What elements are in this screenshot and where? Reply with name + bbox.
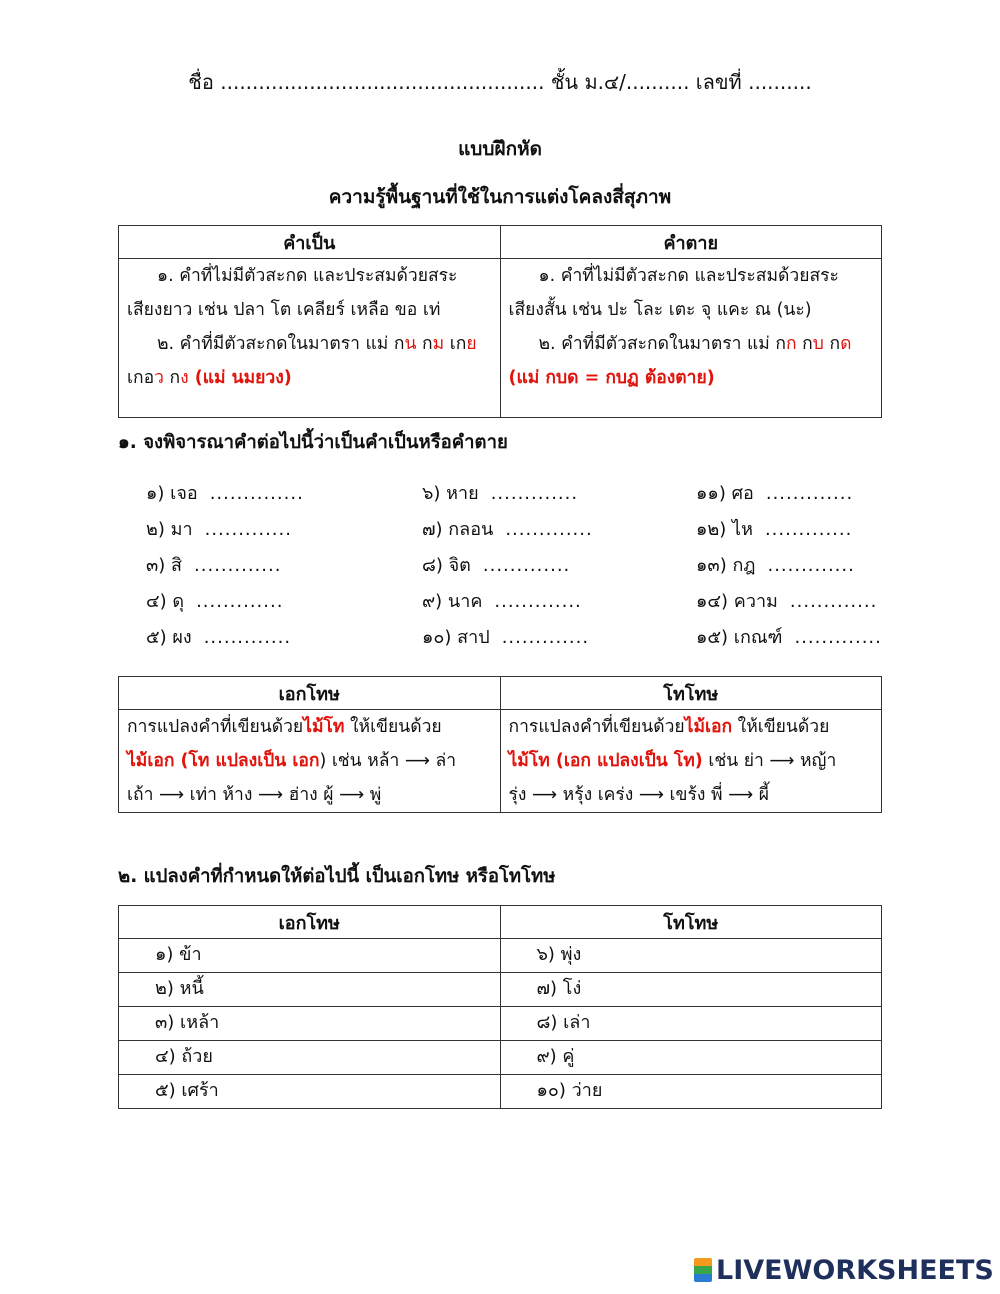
- tho-thot-column-header: โทโทษ: [500, 906, 882, 939]
- exercise-cell[interactable]: ๑) ข้า: [119, 939, 501, 973]
- exercise-cell[interactable]: ๗) โง่: [500, 973, 882, 1007]
- question-item[interactable]: ๑๒) ไห .............: [696, 519, 853, 540]
- dead-word-rules: [500, 259, 882, 418]
- name-field[interactable]: ...................................................: [220, 70, 545, 94]
- tho-thot-rule: การแปลงคำที่เขียนด้วยไม้เอก ให้เขียนด้วย ไม้โท (เอก แปลงเป็น โท) เช่น ย่า ⟶ หญ้า รุ่ง ⟶ หรุ้ง เคร่ง ⟶ เขร้ง พี่ ⟶ ผี้: [500, 710, 882, 813]
- live-rule-1: ๑. คำที่ไม่มีตัวสะกด และประสมด้วยสระเสียงยาว เช่น ปลา โต เคลียร์ เหลือ ขอ เท่: [127, 266, 458, 320]
- tho-thot-header: โทโทษ: [500, 677, 882, 710]
- exercise-cell[interactable]: ๘) เล่า: [500, 1007, 882, 1041]
- dead-word-header: คำตาย: [500, 226, 882, 259]
- exercise-cell[interactable]: ๓) เหล้า: [119, 1007, 501, 1041]
- live-dead-rule-table: [118, 225, 882, 418]
- ek-thot-rule: การแปลงคำที่เขียนด้วยไม้โท ให้เขียนด้วย ไม้เอก (โท แปลงเป็น เอก) เช่น หล้า ⟶ ล่า เถ้า ⟶ เท่า ห้าง ⟶ ฮ่าง ผู้ ⟶ พู่: [119, 710, 501, 813]
- table-row: [119, 939, 882, 973]
- page-title: แบบฝึกหัด: [458, 138, 542, 160]
- table-row: [119, 1041, 882, 1075]
- question-item[interactable]: ๒) มา .............: [146, 519, 292, 540]
- name-label: ชื่อ: [188, 70, 214, 94]
- table-row: [119, 1075, 882, 1109]
- student-info-line: [0, 66, 1000, 98]
- section-2-heading: ๒. แปลงคำที่กำหนดให้ต่อไปนี้ เป็นเอกโทษ หรือโทโทษ: [118, 866, 556, 887]
- dead-rule-1: ๑. คำที่ไม่มีตัวสะกด และประสมด้วยสระเสียงสั้น เช่น ปะ โละ เตะ จุ แคะ ณ (นะ): [508, 266, 839, 320]
- table-row: [119, 1007, 882, 1041]
- exercise-cell[interactable]: ๒) หนี้: [119, 973, 501, 1007]
- exercise-cell[interactable]: ๑๐) ว่าย: [500, 1075, 882, 1109]
- question-item[interactable]: ๑๕) เกณฑ์ .............: [696, 627, 882, 648]
- page-subtitle: ความรู้พื้นฐานที่ใช้ในการแต่งโคลงสี่สุภาพ: [328, 186, 672, 208]
- exercise-cell[interactable]: ๔) ถ้วย: [119, 1041, 501, 1075]
- question-item[interactable]: ๖) หาย .............: [422, 483, 579, 504]
- conversion-exercise-table: [118, 905, 882, 1109]
- tone-rule-table: [118, 676, 882, 813]
- exercise-cell[interactable]: ๕) เศร้า: [119, 1075, 501, 1109]
- question-item[interactable]: ๓) สิ .............: [146, 555, 282, 576]
- question-item[interactable]: ๔) ดุ .............: [146, 591, 284, 612]
- live-rule-2: ๒. คำที่มีตัวสะกดในมาตรา แม่ กน กม เกย เกอว กง (แม่ นมยวง): [127, 334, 477, 388]
- class-field[interactable]: ชั้น ม.๔/..........: [550, 70, 690, 94]
- question-item[interactable]: ๕) ผง .............: [146, 627, 292, 648]
- liveworksheets-logo: LIVEWORKSHEETS: [694, 1255, 994, 1286]
- dead-rule-2: ๒. คำที่มีตัวสะกดในมาตรา แม่ กก กบ กด (แม่ กบด = กบฏ ต้องตาย): [508, 334, 852, 388]
- question-item[interactable]: ๑) เจอ ..............: [146, 483, 304, 504]
- question-item[interactable]: ๑๔) ความ .............: [696, 591, 878, 612]
- ek-thot-header: เอกโทษ: [119, 677, 501, 710]
- ek-thot-column-header: เอกโทษ: [119, 906, 501, 939]
- question-item[interactable]: ๑๐) สาป .............: [422, 627, 590, 648]
- live-word-header: คำเป็น: [119, 226, 501, 259]
- liveworksheets-logo-icon: [694, 1258, 712, 1282]
- section-1-heading: ๑. จงพิจารณาคำต่อไปนี้ว่าเป็นคำเป็นหรือคำตาย: [118, 432, 508, 453]
- exercise-cell[interactable]: ๖) พุ่ง: [500, 939, 882, 973]
- question-item[interactable]: ๙) นาค .............: [422, 591, 582, 612]
- number-field[interactable]: เลขที่ ..........: [695, 70, 812, 94]
- question-item[interactable]: ๗) กลอน .............: [422, 519, 593, 540]
- exercise-cell[interactable]: ๙) คู่: [500, 1041, 882, 1075]
- live-word-rules: [119, 259, 501, 418]
- question-item[interactable]: ๑๑) ศอ .............: [696, 483, 854, 504]
- question-item[interactable]: ๘) จิต .............: [422, 555, 571, 576]
- table-row: [119, 973, 882, 1007]
- question-item[interactable]: ๑๓) กฎ .............: [696, 555, 855, 576]
